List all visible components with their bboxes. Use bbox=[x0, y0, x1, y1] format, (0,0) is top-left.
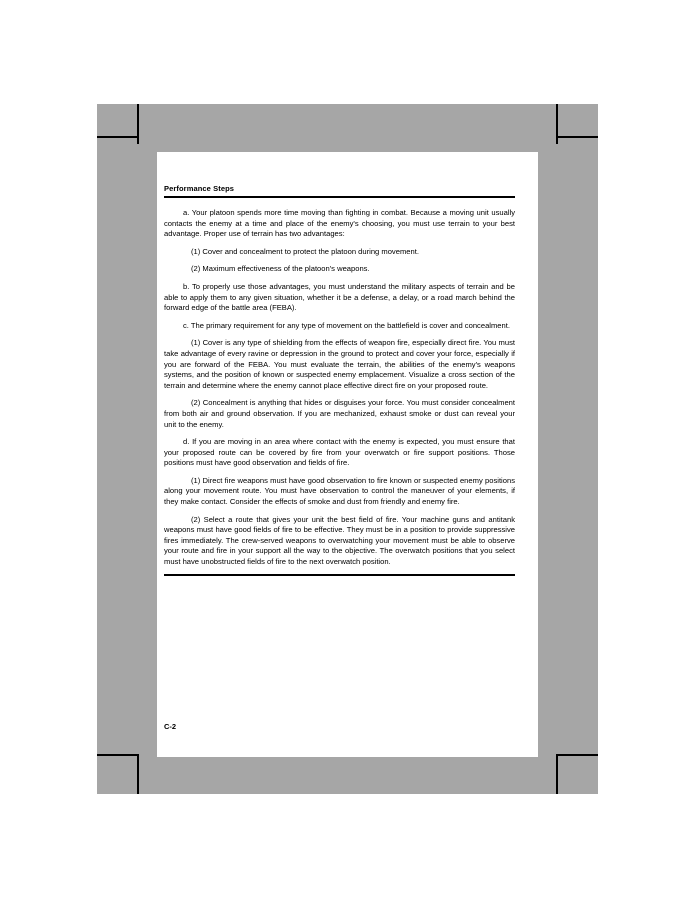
crop-mark-bottom-left-vertical bbox=[137, 754, 139, 794]
paragraph-c2: (2) Concealment is anything that hides or disguises your force. You must consider concealment from both air and ground observation. If you are mechanized, exhaust smoke or dust can reveal your unit to the enemy. bbox=[164, 398, 515, 429]
paragraph-d: d. If you are moving in an area where contact with the enemy is expected, you must ensure that your proposed route can be covered by fire from your overwatch or fire support positions. Those positions must have good observation and fields of fire. bbox=[164, 437, 515, 468]
body-text bbox=[164, 198, 515, 568]
footer-rule bbox=[164, 574, 515, 576]
paragraph-a1: (1) Cover and concealment to protect the platoon during movement. bbox=[191, 246, 419, 256]
page-number: C-2 bbox=[164, 722, 177, 731]
crop-mark-bottom-right-horizontal bbox=[558, 754, 598, 756]
paragraph-c1: (1) Cover is any type of shielding from the effects of weapon fire, especially direct fire. You must take advantage of every ravine or depression in the ground to protect and cover your force, especially if you are forward of the FEBA. You must evaluate the terrain, the abilities of the enemy's weapons systems, and the position of known or suspected enemy emplacement. Visualize a cross section of the terrain and determine where the enemy cannot place effective direct fire on your proposed route. bbox=[164, 338, 515, 390]
crop-mark-bottom-left-horizontal bbox=[97, 754, 137, 756]
crop-mark-bottom-right-vertical bbox=[556, 754, 558, 794]
crop-mark-top-left-vertical bbox=[137, 104, 139, 144]
crop-mark-top-right-vertical bbox=[556, 104, 558, 144]
page-content bbox=[164, 184, 515, 576]
crop-mark-top-right-horizontal bbox=[558, 136, 598, 138]
running-head: Performance Steps bbox=[164, 184, 235, 193]
paragraph-c: c. The primary requirement for any type of movement on the battlefield is cover and concealment. bbox=[183, 320, 510, 330]
crop-mark-top-left-horizontal bbox=[97, 136, 137, 138]
paragraph-a: a. Your platoon spends more time moving than fighting in combat. Because a moving unit usually contacts the enemy at a time and place of the enemy's choosing, you must use terrain to your best advantage. Proper use of terrain has two advantages: bbox=[164, 208, 515, 239]
page-sheet bbox=[157, 152, 538, 757]
paragraph-b: b. To properly use those advantages, you must understand the military aspects of terrain and be able to apply them to any given situation, whether it be a defense, a delay, or a road march behind the forward edge of the battle area (FEBA). bbox=[164, 281, 515, 313]
paragraph-d1: (1) Direct fire weapons must have good observation to fire known or suspected enemy positions along your movement route. You must have observation to control the maneuver of your elements, if they make contact. Consider the effects of smoke and dust from friendly and enemy fire. bbox=[164, 475, 515, 507]
paragraph-a2: (2) Maximum effectiveness of the platoon's weapons. bbox=[191, 264, 370, 274]
paragraph-d2: (2) Select a route that gives your unit the best field of fire. Your machine guns and antitank weapons must have good fields of fire to be effective. They must be in a position to provide suppressive fires immediately. The crew-served weapons to overwatching your movement must be able to observe your route and fire in your support all the way to the objective. The overwatch positions that you select must have unobstructed fields of fire to the next overwatch position. bbox=[164, 514, 515, 567]
